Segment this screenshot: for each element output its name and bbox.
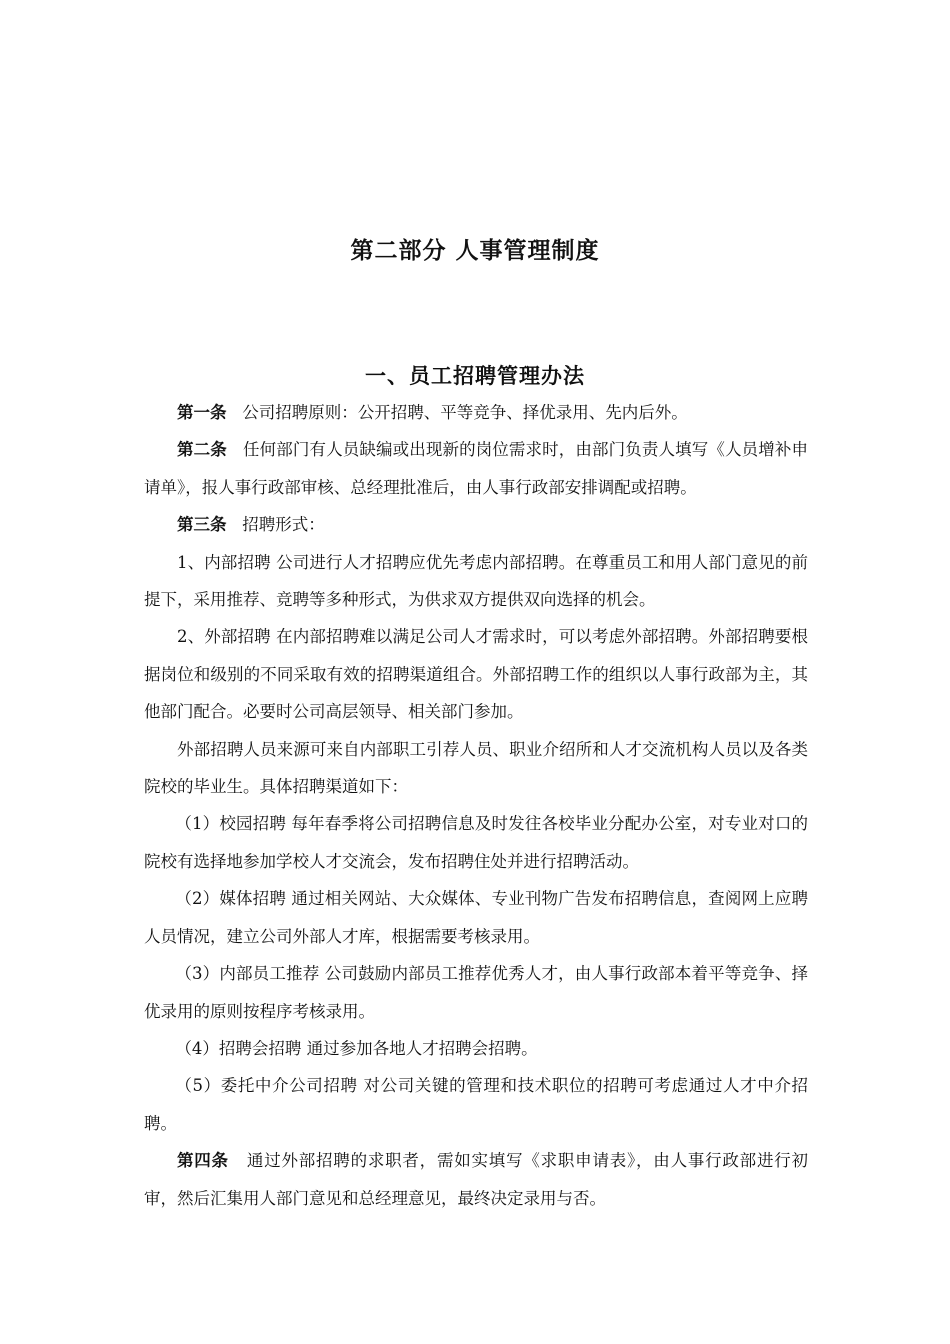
section-title: 一、员工招聘管理办法 bbox=[365, 364, 585, 388]
part-title: 第二部分 人事管理制度 bbox=[350, 238, 600, 264]
document-body bbox=[144, 394, 808, 1217]
channel-agency: （5）委托中介公司招聘 对公司关键的管理和技术职位的招聘可考虑通过人才中介招聘。 bbox=[144, 1076, 808, 1133]
paragraph-external-sources: 外部招聘人员来源可来自内部职工引荐人员、职业介绍所和人才交流机构人员以及各类院校的毕业生。具体招聘渠道如下： bbox=[144, 739, 808, 797]
channel-referral: （3）内部员工推荐 公司鼓励内部员工推荐优秀人才，由人事行政部本着平等竞争、择优录用的原则按程序考核录用。 bbox=[144, 964, 808, 1021]
article-label: 第三条 bbox=[177, 515, 227, 535]
article-4 bbox=[144, 1142, 808, 1217]
article-text: 招聘形式： bbox=[242, 515, 325, 535]
channel-campus: （1）校园招聘 每年春季将公司招聘信息及时发往各校毕业分配办公室，对专业对口的院校有选择地参加学校人才交流会，发布招聘住处并进行招聘活动。 bbox=[144, 814, 808, 871]
article-text: 任何部门有人员缺编或出现新的岗位需求时，由部门负责人填写《人员增补申请单》，报人事行政部审核、总经理批准后，由人事行政部安排调配或招聘。 bbox=[144, 440, 809, 497]
article-label: 第二条 bbox=[177, 440, 227, 460]
article-2 bbox=[144, 431, 808, 506]
article-text: 公司招聘原则：公开招聘、平等竞争、择优录用、先内后外。 bbox=[242, 403, 688, 422]
article-3 bbox=[144, 506, 808, 543]
channel-job-fair: （4）招聘会招聘 通过参加各地人才招聘会招聘。 bbox=[175, 1038, 538, 1058]
paragraph-internal-recruitment: 1、内部招聘 公司进行人才招聘应优先考虑内部招聘。在尊重员工和用人部门意见的前提下，采用推荐、竞聘等多种形式，为供求双方提供双向选择的机会。 bbox=[144, 552, 808, 610]
article-label: 第四条 bbox=[177, 1151, 229, 1171]
paragraph-external-recruitment: 2、外部招聘 在内部招聘难以满足公司人才需求时，可以考虑外部招聘。外部招聘要根据岗位和级别的不同采取有效的招聘渠道组合。外部招聘工作的组织以人事行政部为主，其他部门配合。必要时公司高层领导、相关部门参加。 bbox=[144, 627, 808, 722]
article-text: 通过外部招聘的求职者，需如实填写《求职申请表》，由人事行政部进行初审，然后汇集用人部门意见和总经理意见，最终决定录用与否。 bbox=[144, 1151, 809, 1208]
channel-media: （2）媒体招聘 通过相关网站、大众媒体、专业刊物广告发布招聘信息，查阅网上应聘人员情况，建立公司外部人才库，根据需要考核录用。 bbox=[144, 889, 808, 946]
article-label: 第一条 bbox=[177, 403, 227, 422]
article-1 bbox=[144, 394, 808, 431]
